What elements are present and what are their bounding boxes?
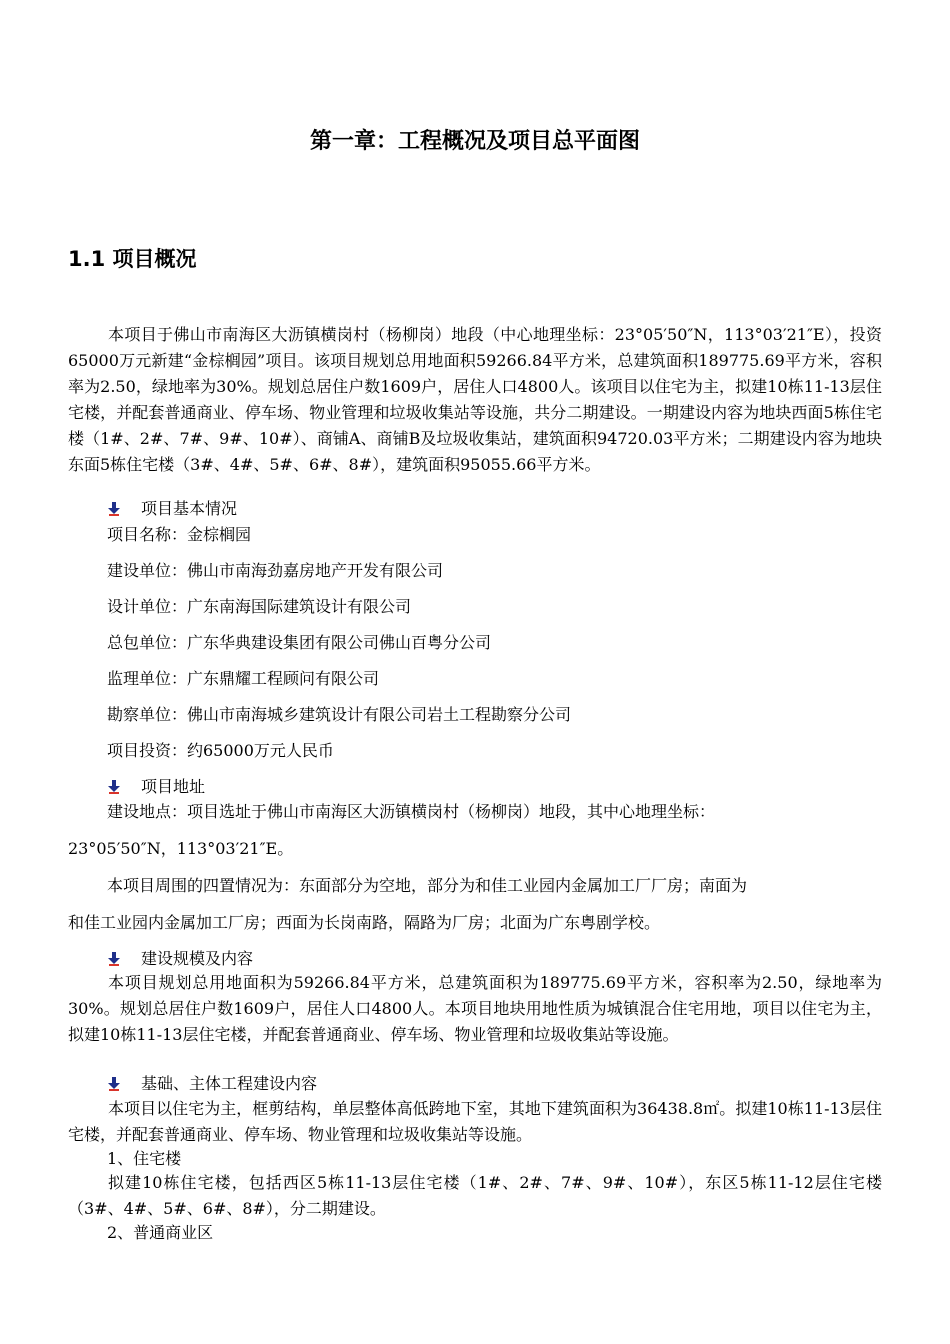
foundation-heading-row — [107, 1073, 317, 1095]
foundation-heading: 基础、主体工程建设内容 — [141, 1074, 318, 1093]
subsection-residential-text: 拟建10栋住宅楼，包括西区5栋11-13层住宅楼（1#、2#、7#、9#、10#），东区5栋11-12层住宅楼（3#、4#、5#、6#、8#），分二期建设。 — [68, 1173, 882, 1218]
address-line-2: 23°05′50″N，113°03′21″E。 — [68, 839, 294, 858]
subsection-commercial-title: 2、普通商业区 — [107, 1223, 214, 1242]
surroundings-line-2: 和佳工业园内金属加工厂房；西面为长岗南路，隔路为厂房；北面为广东粤剧学校。 — [68, 913, 661, 932]
info-item-name: 项目名称：金棕榈园 — [107, 525, 252, 544]
info-item-designer: 设计单位：广东南海国际建筑设计有限公司 — [107, 597, 412, 616]
basic-info-heading: 项目基本情况 — [141, 499, 238, 518]
arrow-down-icon — [107, 779, 121, 795]
scale-heading-row — [107, 948, 253, 970]
arrow-down-icon — [107, 951, 121, 967]
surroundings-line-1: 本项目周围的四置情况为：东面部分为空地，部分为和佳工业园内金属加工厂厂房；南面为 — [107, 876, 748, 895]
address-heading-row — [107, 776, 205, 798]
basic-info-heading-row — [107, 498, 237, 520]
subsection-residential-title: 1、住宅楼 — [107, 1149, 182, 1168]
foundation-paragraph: 本项目以住宅为主，框剪结构，单层整体高低跨地下室，其地下建筑面积为36438.8㎡。拟建10栋11-13层住宅楼，并配套普通商业、停车场、物业管理和垃圾收集站等设施。 — [68, 1099, 882, 1144]
scale-paragraph: 本项目规划总用地面积为59266.84平方米，总建筑面积为189775.69平方米，容积率为2.50，绿地率为30%。规划总居住户数1609户，居住人口4800人。本项目地块用地性质为城镇混合住宅用地，项目以住宅为主，拟建10栋11-13层住宅楼，并配套普通商业、停车场、物业管理和垃圾收集站等设施。 — [68, 973, 882, 1044]
arrow-down-icon — [107, 1076, 121, 1092]
info-item-investment: 项目投资：约65000万元人民币 — [107, 741, 334, 760]
address-line-1: 建设地点：项目选址于佛山市南海区大沥镇横岗村（杨柳岗）地段，其中心地理坐标： — [107, 802, 716, 821]
arrow-down-icon — [107, 501, 121, 517]
chapter-title: 第一章：工程概况及项目总平面图 — [309, 129, 640, 154]
info-item-builder: 建设单位：佛山市南海劲嘉房地产开发有限公司 — [107, 561, 444, 580]
address-heading: 项目地址 — [141, 777, 206, 796]
section-title: 1.1 项目概况 — [68, 247, 197, 271]
info-item-surveyor: 勘察单位：佛山市南海城乡建筑设计有限公司岩土工程勘察分公司 — [107, 705, 572, 724]
scale-heading: 建设规模及内容 — [141, 949, 254, 968]
intro-paragraph: 本项目于佛山市南海区大沥镇横岗村（杨柳岗）地段（中心地理坐标：23°05′50″N，113°03′21″E），投资65000万元新建“金棕榈园”项目。该项目规划总用地面积59266.84平方米，总建筑面积189775.69平方米，容积率为2.50，绿地率为30%。规划总居住户数1609户，居住人口4800人。该项目以住宅为主，拟建10栋11-13层住宅楼，并配套普通商业、停车场、物业管理和垃圾收集站等设施，共分二期建设。一期建设内容为地块西面5栋住宅楼（1#、2#、7#、9#、10#）、商铺A、商铺B及垃圾收集站，建筑面积94720.03平方米；二期建设内容为地块东面5栋住宅楼（3#、4#、5#、6#、8#），建筑面积95055.66平方米。 — [68, 325, 882, 474]
info-item-contractor: 总包单位：广东华典建设集团有限公司佛山百粤分公司 — [107, 633, 492, 652]
info-item-supervisor: 监理单位：广东鼎耀工程顾问有限公司 — [107, 669, 380, 688]
